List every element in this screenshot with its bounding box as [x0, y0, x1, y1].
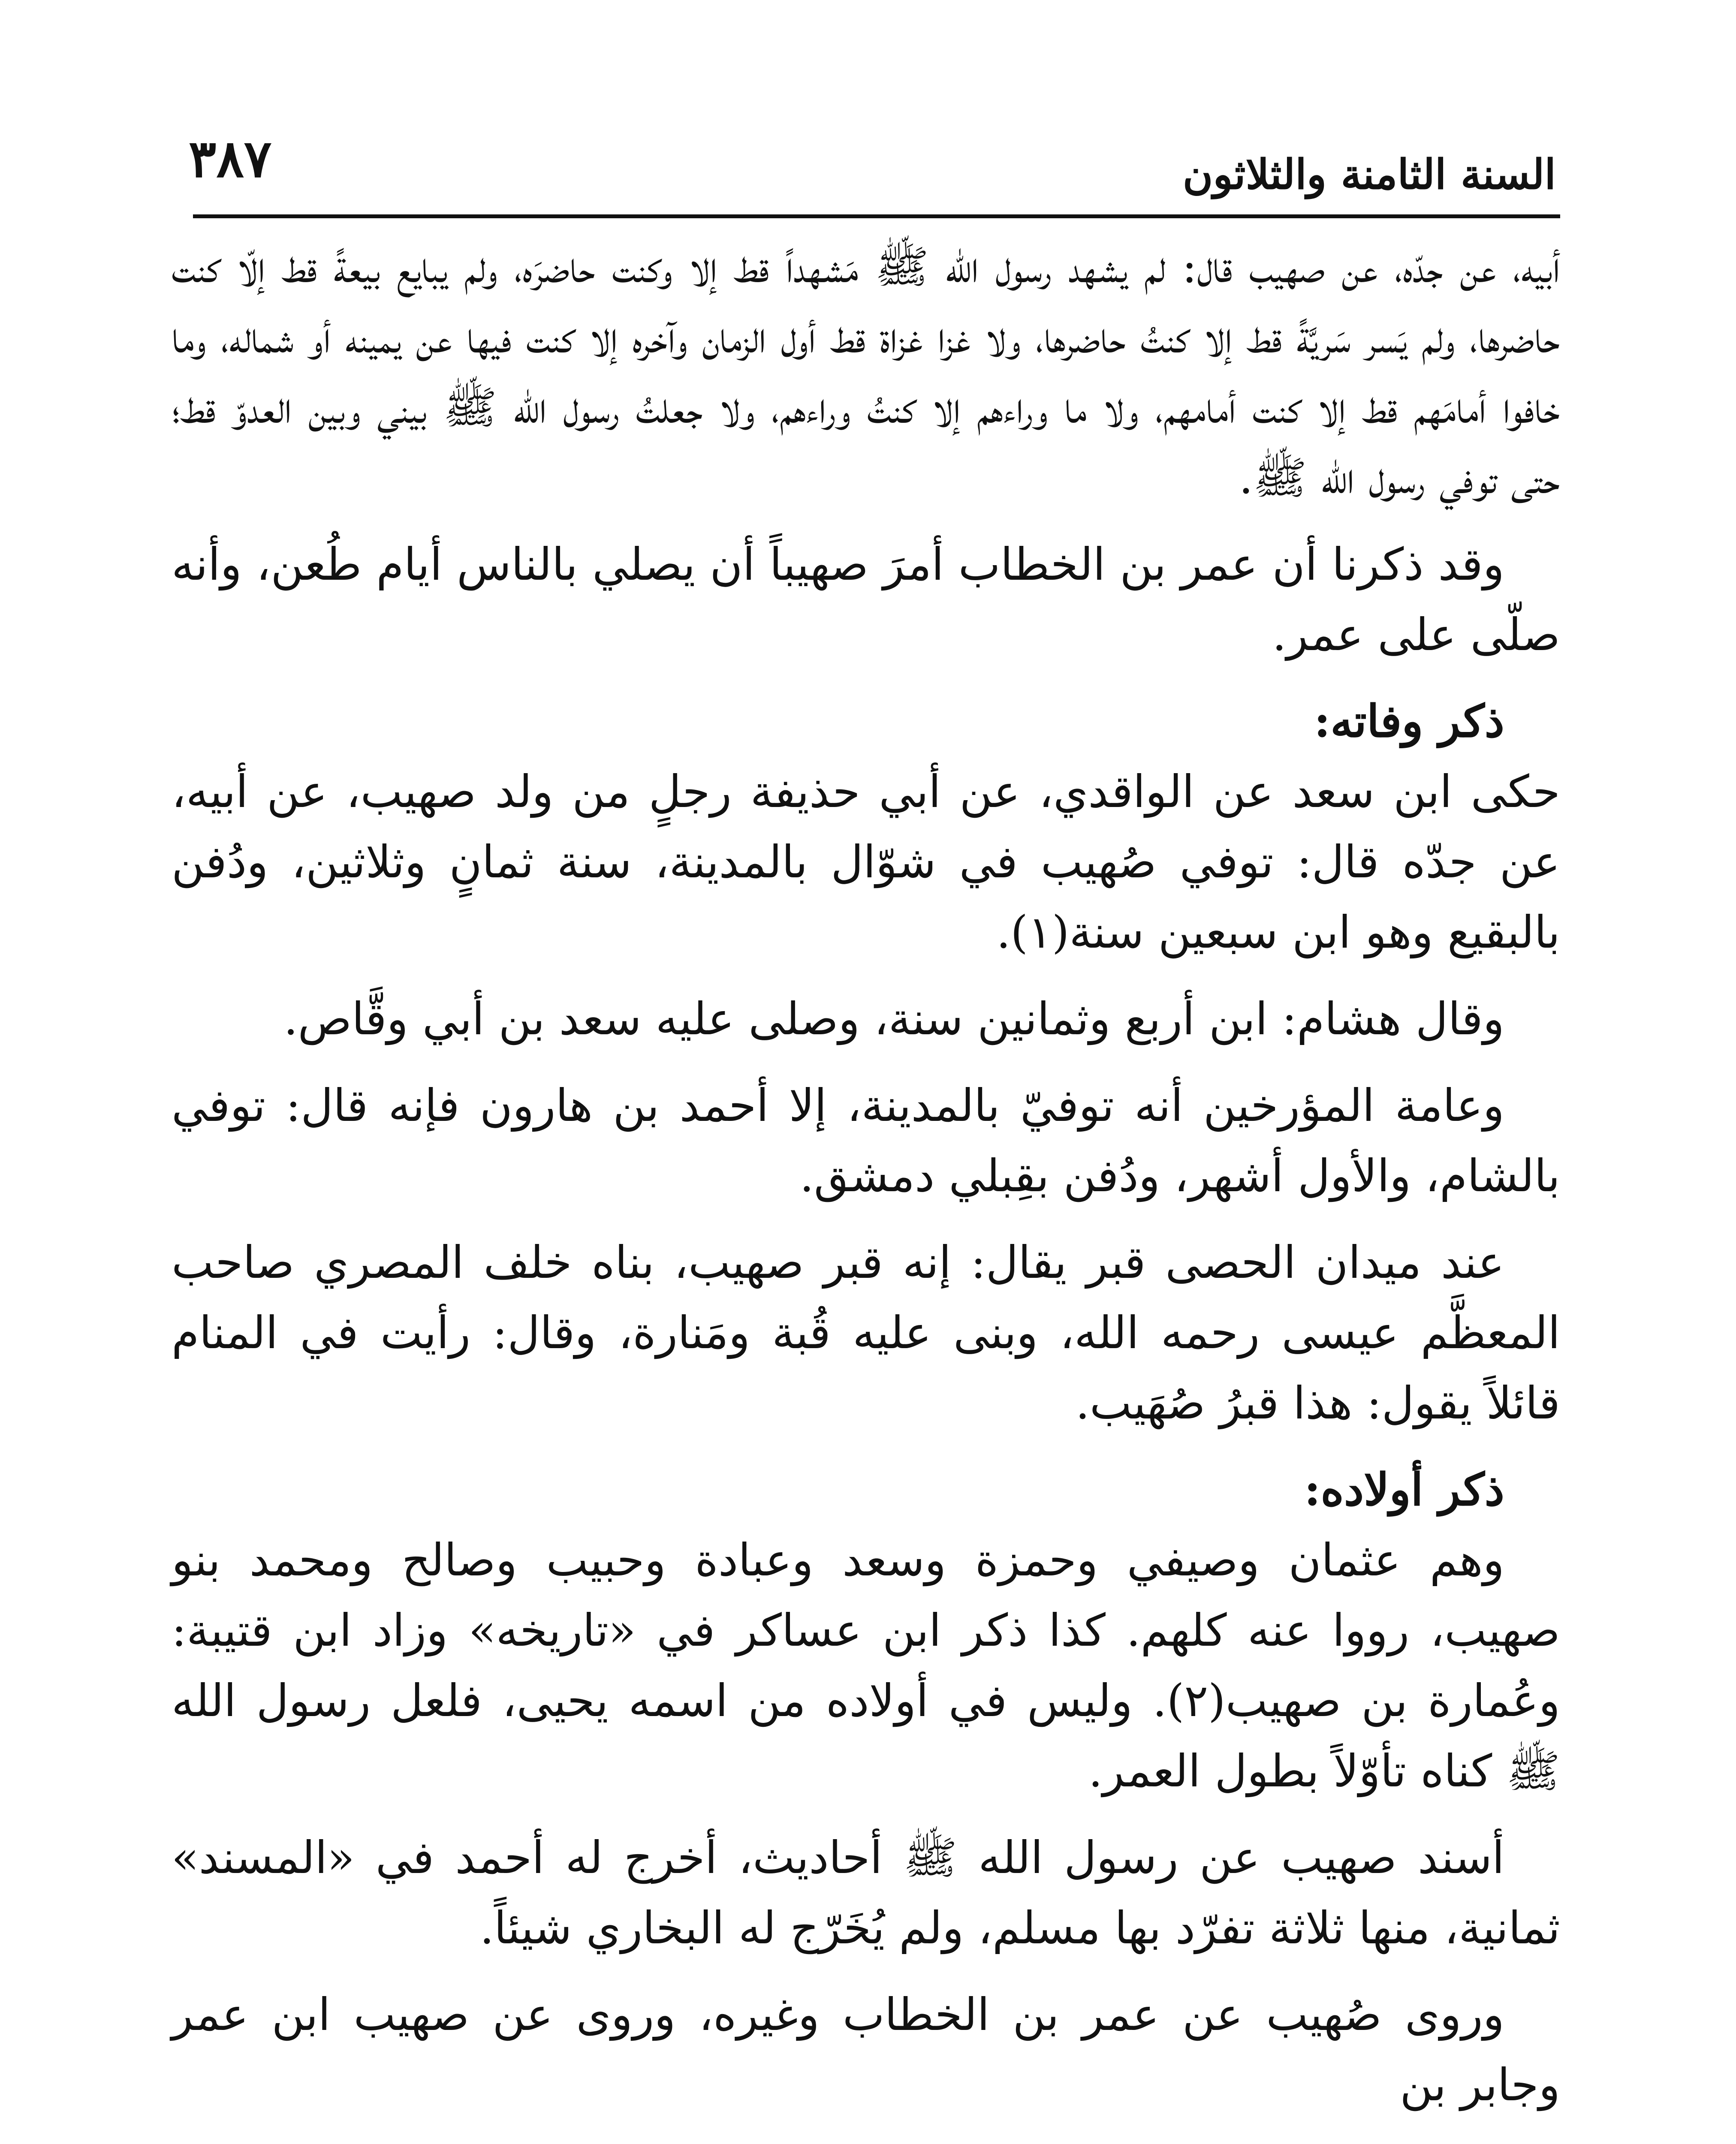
paragraph: عند ميدان الحصى قبر يقال: إنه قبر صهيب، بناه خلف المصري صاحب المعظَّم عيسى رحمه الله، وبنى عليه قُبة ومَنارة، وقال: رأيت في المنام قائلاً يقول: هذا قبرُ صُهَيب.	[172, 1236, 1560, 1429]
paragraph: أبيه، عن جدّه، عن صهيب قال: لم يشهد رسول الله ﷺ مَشهداً قط إلا وكنت حاضرَه، ولم يبايع بيعةً قط إلّا كنت حاضرها، ولم يَسر سَريَّةً قط إلا كنتُ حاضرها، ولا غزا غزاة قط أول الزمان وآخره إلا كنت فيها عن يمينه أو شماله، وما خافوا أمامَهم قط إلا كنت أمامهم، ولا ما وراءهم إلا كنتُ وراءهم، ولا جعلتُ رسول الله ﷺ بيني وبين العدوّ قط؛ حتى توفي رسول الله ﷺ.	[172, 241, 1560, 504]
paragraph: وروى صُهيب عن عمر بن الخطاب وغيره، وروى عن صهيب ابن عمر وجابر بن	[172, 1988, 1560, 2111]
paragraph: وقال هشام: ابن أربع وثمانين سنة، وصلى عليه سعد بن أبي وقَّاص.	[283, 993, 1504, 1045]
header-rule	[193, 214, 1560, 218]
paragraph: أسند صهيب عن رسول الله ﷺ أحاديث، أخرج له أحمد في «المسند» ثمانية، منها ثلاثة تفرّد بها مسلم، ولم يُخَرّج له البخاري شيئاً.	[172, 1831, 1560, 1954]
paragraph: وهم عثمان وصيفي وحمزة وسعد وعبادة وحبيب وصالح ومحمد بنو صهيب، رووا عنه كلهم. كذا ذكر ابن عساكر في «تاريخه» وزاد ابن قتيبة: وعُمارة بن صهيب(٢). وليس في أولاده من اسمه يحيى، فلعل رسول الله ﷺ كناه تأوّلاً بطول العمر.	[172, 1534, 1560, 1797]
paragraph: وقد ذكرنا أن عمر بن الخطاب أمرَ صهيباً أن يصلي بالناس أيام طُعن، وأنه صلّى على عمر.	[172, 538, 1560, 661]
main-text	[172, 232, 1560, 2136]
running-title: السنة الثامنة والثلاثون	[1182, 150, 1556, 199]
paragraph: وعامة المؤرخين أنه توفيّ بالمدينة، إلا أحمد بن هارون فإنه قال: توفي بالشام، والأول أشهر، ودُفن بقِبلي دمشق.	[172, 1079, 1560, 1202]
paragraph: حكى ابن سعد عن الواقدي، عن أبي حذيفة رجلٍ من ولد صهيب، عن أبيه، عن جدّه قال: توفي صُهيب في شوّال بالمدينة، سنة ثمانٍ وثلاثين، ودُفن بالبقيع وهو ابن سبعين سنة(١).	[172, 765, 1560, 958]
section-heading-death: ذكر وفاته:	[1314, 695, 1504, 747]
section-heading-children: ذكر أولاده:	[1304, 1463, 1504, 1516]
page-number: ٣٨٧	[189, 129, 272, 189]
